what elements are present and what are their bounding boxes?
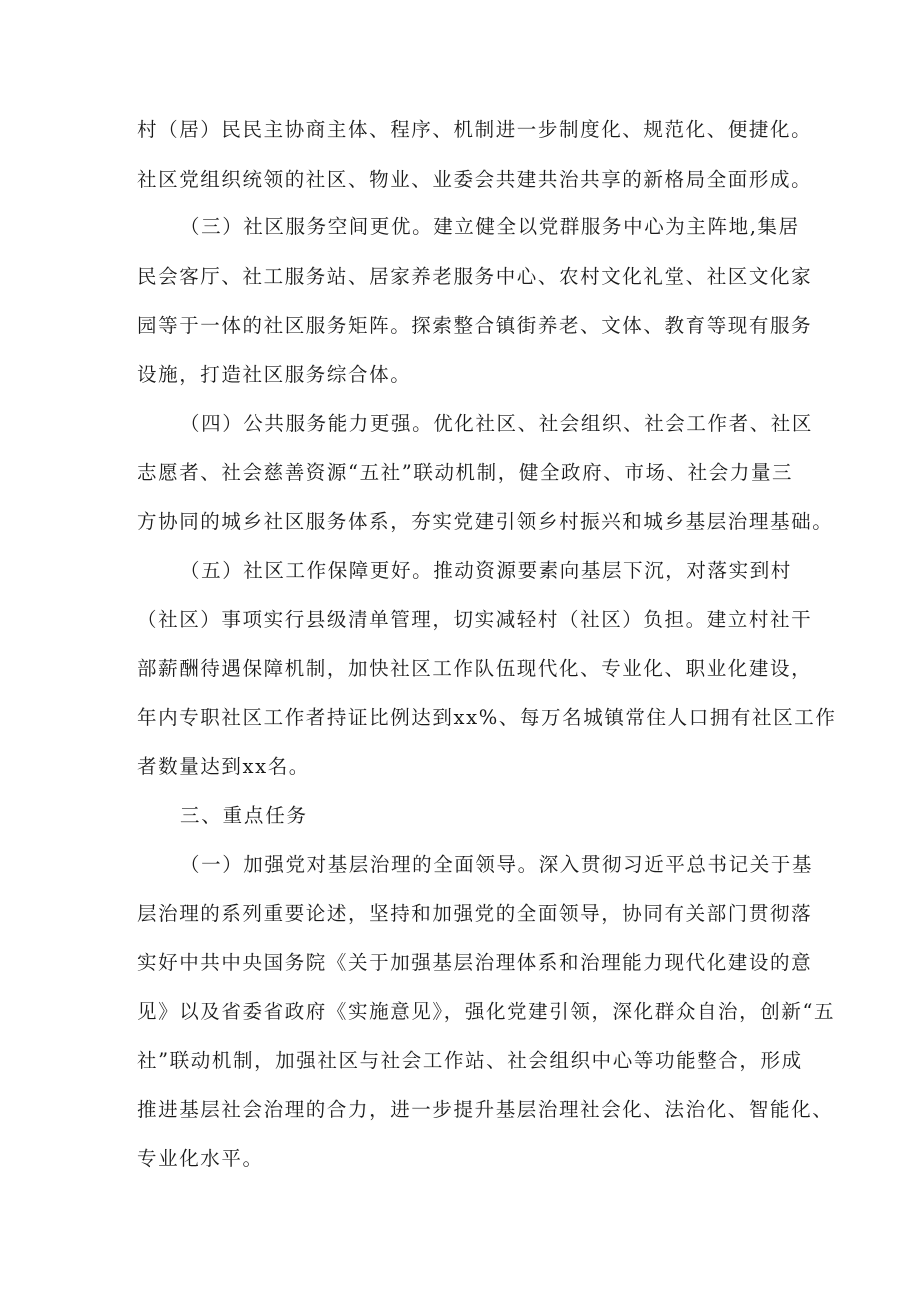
text-line: 部薪酬待遇保障机制，加快社区工作队伍现代化、专业化、职业化建设， <box>137 657 813 680</box>
text-line: 者数量达到xx名。 <box>137 755 310 778</box>
text-line: 村（居）民民主协商主体、程序、机制进一步制度化、规范化、便捷化。 <box>137 118 813 141</box>
text-line: 志愿者、社会慈善资源“五社”联动机制，健全政府、市场、社会力量三 <box>137 461 794 484</box>
text-line: （社区）事项实行县级清单管理，切实减轻村（社区）负担。建立村社干 <box>137 608 813 631</box>
text-line: 推进基层社会治理的合力，进一步提升基层治理社会化、法治化、智能化、 <box>137 1098 834 1121</box>
text-line: 园等于一体的社区服务矩阵。探索整合镇街养老、文体、教育等现有服务 <box>137 314 813 337</box>
text-line: 社”联动机制，加强社区与社会工作站、社会组织中心等功能整合，形成 <box>137 1049 803 1072</box>
text-line: 实好中共中央国务院《关于加强基层治理体系和治理能力现代化建设的意 <box>137 951 813 974</box>
text-line: 专业化水平。 <box>137 1147 264 1170</box>
text-line: 见》以及省委省政府《实施意见》，强化党建引领，深化群众自治，创新“五 <box>137 1000 836 1023</box>
text-line: 年内专职社区工作者持证比例达到xx%、每万名城镇常住人口拥有社区工作 <box>137 706 837 729</box>
paragraph-first-line: （五）社区工作保障更好。推动资源要素向基层下沉，对落实到村 <box>180 559 792 582</box>
text-line: 民会客厅、社工服务站、居家养老服务中心、农村文化礼堂、社区文化家 <box>137 265 813 288</box>
text-line: 层治理的系列重要论述，坚持和加强党的全面领导，协同有关部门贯彻落 <box>137 902 813 925</box>
paragraph-first-line: （四）公共服务能力更强。优化社区、社会组织、社会工作者、社区 <box>180 412 814 435</box>
text-line: 设施，打造社区服务综合体。 <box>137 363 412 386</box>
paragraph-first-line: （一）加强党对基层治理的全面领导。深入贯彻习近平总书记关于基 <box>180 853 814 876</box>
paragraph-first-line: （三）社区服务空间更优。建立健全以党群服务中心为主阵地,集居 <box>180 215 800 238</box>
section-heading: 三、重点任务 <box>180 804 308 827</box>
text-line: 方协同的城乡社区服务体系，夯实党建引领乡村振兴和城乡基层治理基础。 <box>137 510 834 533</box>
text-line: 社区党组织统领的社区、物业、业委会共建共治共享的新格局全面形成。 <box>137 168 813 191</box>
